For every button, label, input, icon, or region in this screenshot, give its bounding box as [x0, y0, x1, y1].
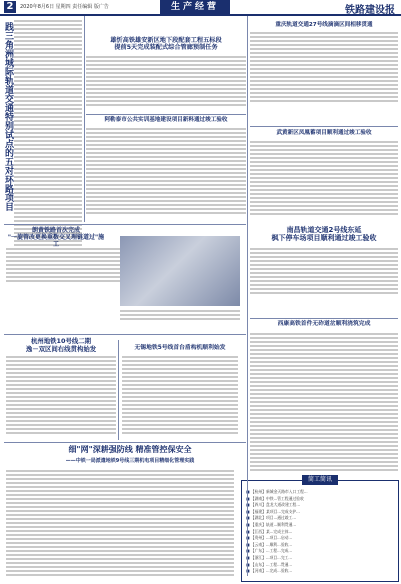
article-3-body [86, 128, 246, 220]
brief-item: ■ 【湖南】中铁...管工程通过验收 [246, 496, 394, 503]
article-7-body [6, 356, 116, 440]
row-divider [250, 318, 398, 319]
article-5-headline: 南昌轨道交通2号线东延 枫下停车场项目顺利通过竣工验收 [271, 226, 377, 243]
article-4-headline: 武黄新区凤凰蓄项目顺利通过竣工验收 [276, 130, 372, 136]
article-9-headline: 西康高铁首件无砟道岔顺利浇筑完成 [277, 321, 371, 327]
section-title: 生产经营 [160, 0, 230, 14]
article-8-headline: 无锡地铁5号线首台盾构机顺利始发 [134, 345, 226, 351]
article-8-body [122, 356, 238, 440]
row-divider [86, 114, 246, 115]
briefs-box [241, 476, 399, 582]
briefs-title: 简工简讯 [302, 475, 338, 485]
article-2-body [250, 32, 398, 107]
brief-item: ■ 【四川】盘龙大道改建工程... [246, 502, 394, 509]
page-number: 2 [4, 1, 16, 13]
column-divider [247, 16, 248, 576]
brief-item: ■ 【山东】...工程...贯通... [246, 562, 394, 569]
vertical-headline: 践三角洲城际轨道交通特别试点的五对环路项目 [3, 22, 13, 211]
article-9-body [250, 333, 398, 473]
date-line: 2020年8月6日 星期四 责任编辑 版广告 [20, 4, 109, 10]
article-3-headline: 阿勒泰市公共实训基地建设项目新料通过竣工验收 [104, 117, 228, 123]
brief-item: ■ 【重庆】轨道...顺利贯通... [246, 522, 394, 529]
article-1-headline: 雄忻高铁雄安新区地下段配套工程五标段 提前5天完成装配式综合管廊预制任务 [110, 37, 222, 52]
row-divider [4, 334, 246, 335]
brief-item: ■ 【贵州】...项目...启动... [246, 535, 394, 542]
photo-caption [120, 310, 240, 324]
brief-item: ■ 【广东】...工程...完成... [246, 548, 394, 555]
construction-photo [120, 236, 240, 306]
article-2-headline: 重庆轨道交通27号线滴滴区间相移贯通 [275, 22, 373, 28]
article-6-headline: 朗黄铁路首次完成 "一旋管改更换重数交叉理链道过"施工 [7, 227, 105, 249]
article-7-headline: 杭州地铁10号线二期 逸－双区间右线贯构始发 [25, 337, 97, 353]
brief-item: ■ 【湖北】项目...通过竣工... [246, 515, 394, 522]
article-10-body [6, 470, 234, 580]
row-divider [4, 224, 246, 225]
article-10-subtitle: ——中铁一局派遣地铁9号线三期机电项目精细化管理实践 [65, 458, 195, 464]
column-divider [84, 16, 85, 222]
article-5-body [250, 248, 398, 298]
row-divider [250, 126, 398, 127]
paper-name: 铁路建设报 [345, 5, 395, 16]
article-1-body [86, 56, 246, 111]
brief-item: ■ 【杭州】新城金天路市入口工程... [246, 489, 394, 496]
brief-item: ■ 【福建】某项目...完成支护... [246, 509, 394, 516]
briefs-list [242, 481, 398, 575]
masthead [0, 0, 401, 16]
article-4-body [250, 141, 398, 221]
article-10-headline: 细"网"深耕强防线 精准管控保安全 [68, 445, 192, 454]
brief-item: ■ 【河南】...完成...验收... [246, 568, 394, 575]
column-divider [118, 340, 119, 440]
brief-item: ■ 【浙江】...项目...完工... [246, 555, 394, 562]
brief-item: ■ 【云南】...顺利...验收... [246, 542, 394, 549]
brief-item: ■ 【江西】某...完成主体... [246, 529, 394, 536]
row-divider [4, 442, 246, 443]
